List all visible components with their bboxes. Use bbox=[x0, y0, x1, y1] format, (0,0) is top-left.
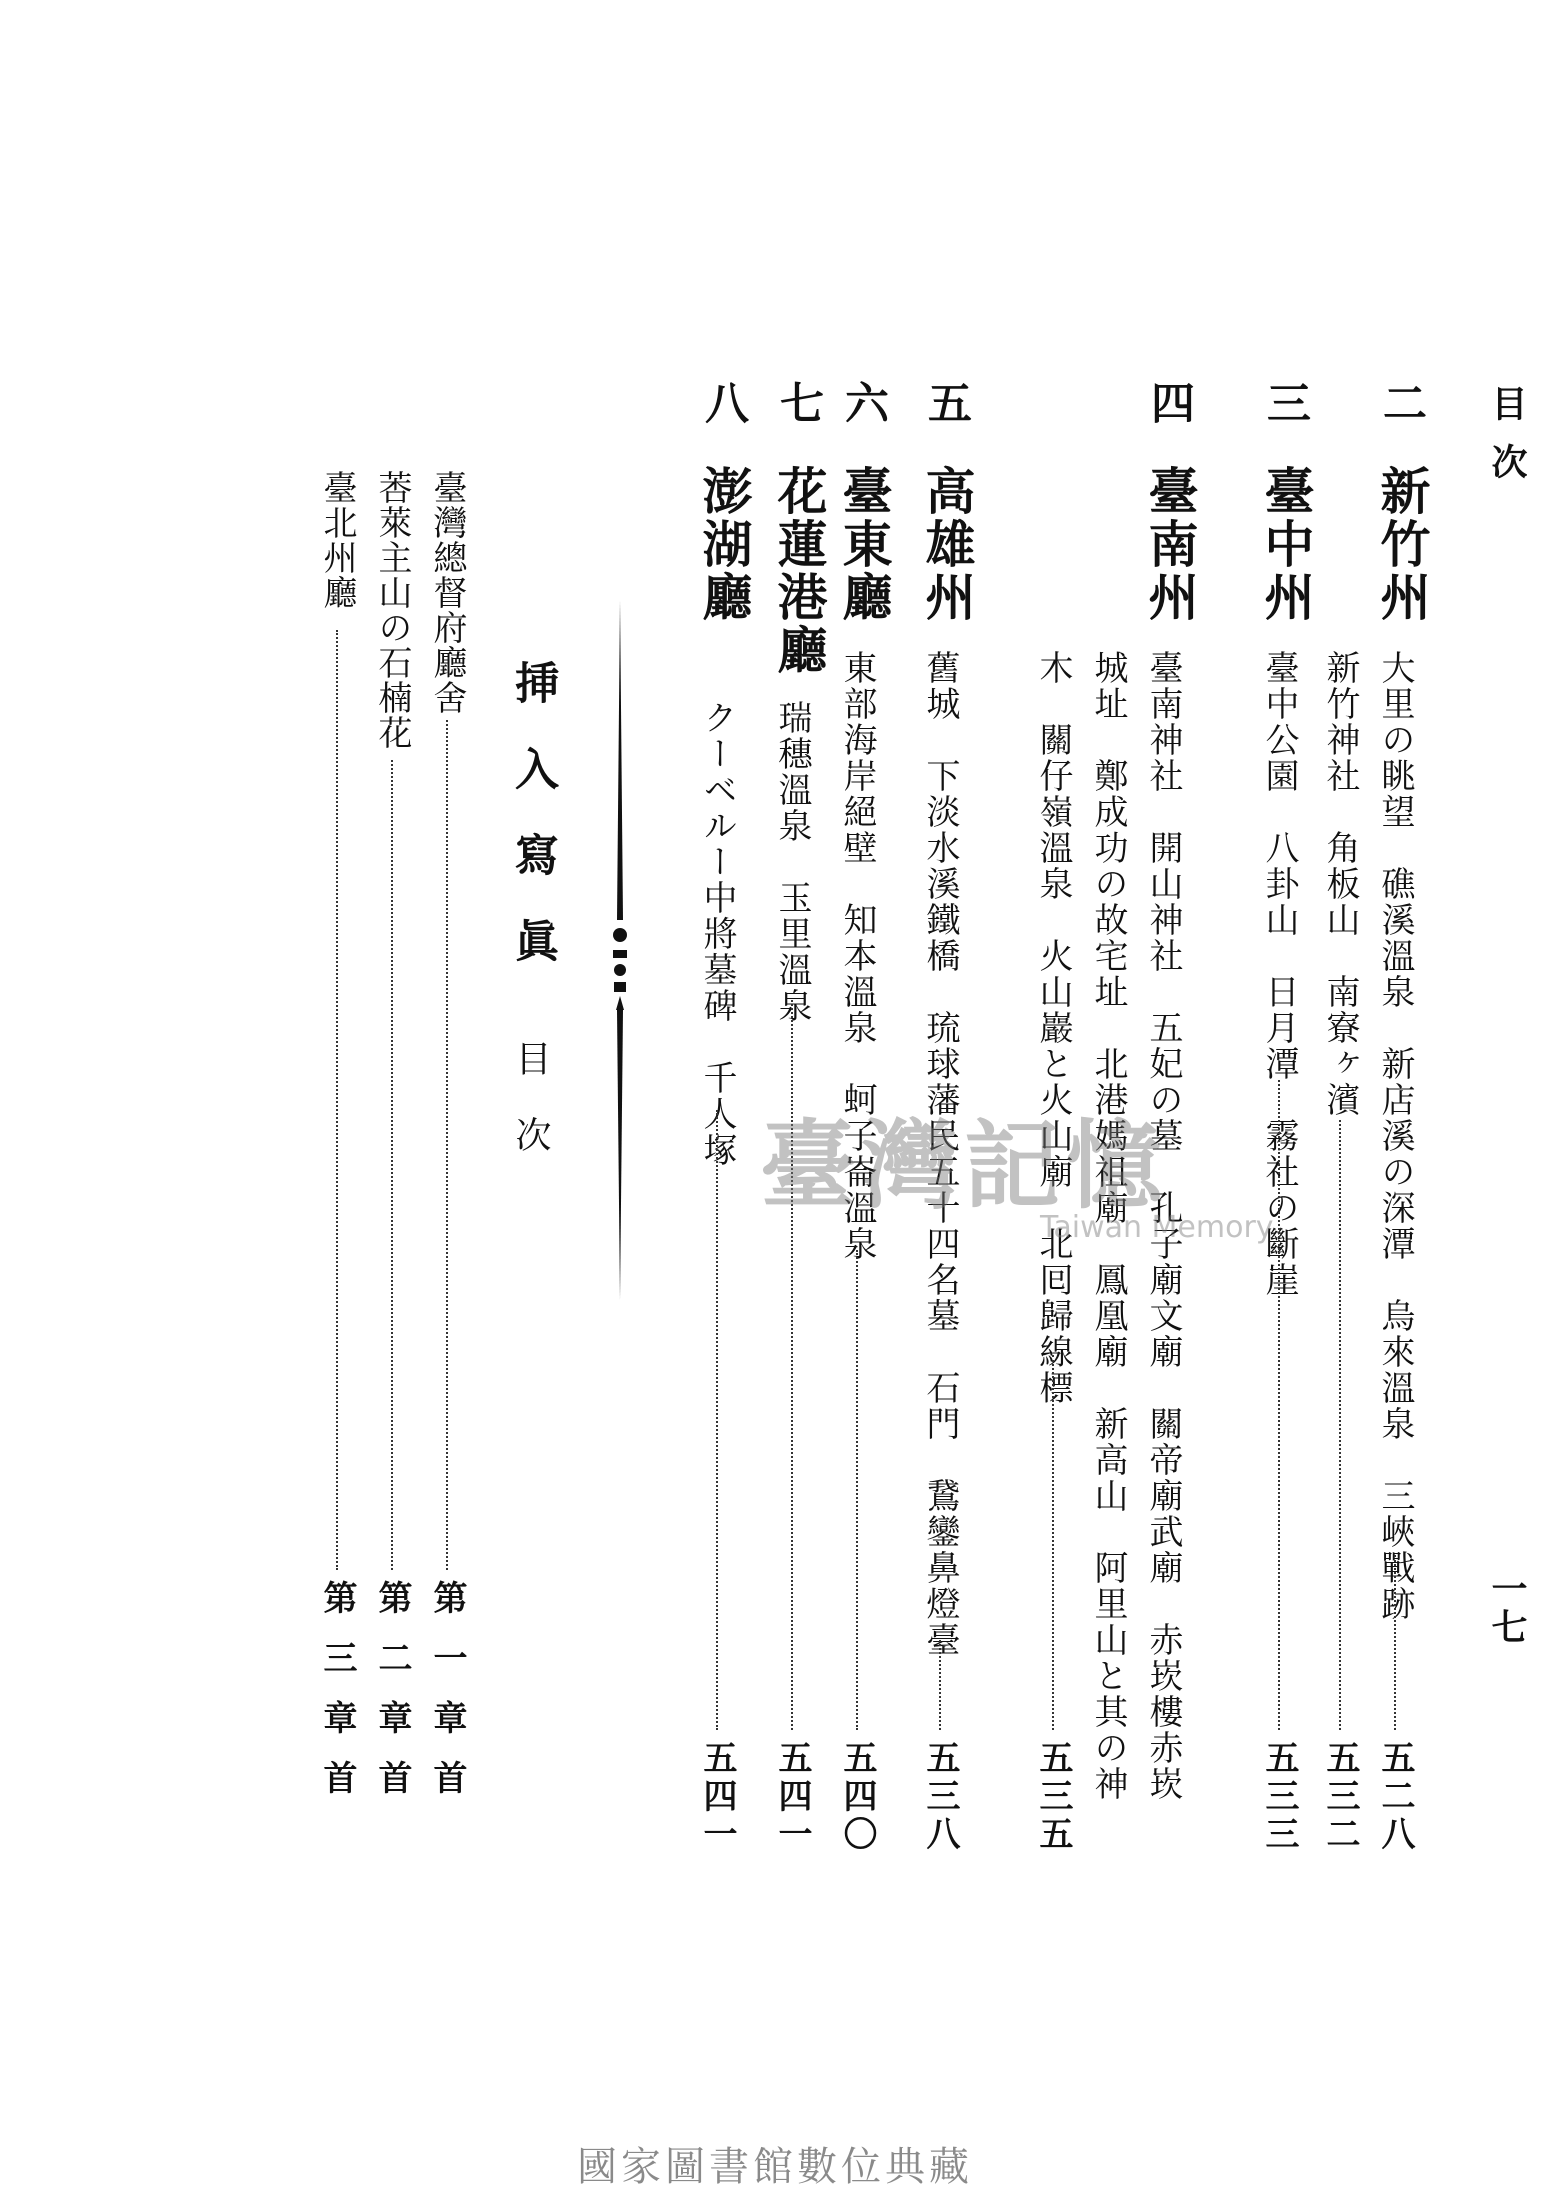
watermark-subtitle: Taiwan Memory bbox=[1040, 1210, 1274, 1245]
illustrations-title: 挿入寫眞 bbox=[507, 660, 558, 1004]
ornamental-divider bbox=[600, 600, 640, 1300]
illustration-position: 第二章首 bbox=[372, 1580, 412, 1820]
chapter-number: 六 bbox=[837, 380, 888, 424]
chapter-title: 臺南州 bbox=[1140, 465, 1199, 624]
chapter-entry: 大里の眺望 礁溪溫泉 新店溪の深潭 烏來溫泉 三峽戰跡 bbox=[1375, 650, 1415, 1622]
page-ref: 五四〇 bbox=[837, 1740, 877, 1854]
dot-leader bbox=[1278, 1080, 1280, 1730]
chapter-title: 臺中州 bbox=[1256, 465, 1315, 624]
chapter-number: 四 bbox=[1143, 380, 1194, 424]
chapter-title: 新竹州 bbox=[1372, 465, 1431, 624]
folio-page-number: 一七 bbox=[1486, 1570, 1527, 1646]
chapter-entry: クーベルー中將墓碑 千人塚 bbox=[697, 700, 737, 1168]
page-ref: 五三八 bbox=[920, 1740, 960, 1854]
dot-leader bbox=[446, 720, 448, 1570]
chapter-entry: 東部海岸絕壁 知本溫泉 蚵子崙溫泉 bbox=[837, 650, 877, 1262]
dot-leader bbox=[1339, 1120, 1341, 1730]
dot-leader bbox=[856, 1250, 858, 1730]
chapter-number: 八 bbox=[697, 380, 748, 424]
chapter-entry: 臺中公園 八卦山 日月潭 霧社の斷崖 bbox=[1259, 650, 1299, 1298]
chapter-entry: 瑞穗溫泉 玉里溫泉 bbox=[772, 700, 812, 1024]
dot-leader bbox=[1052, 1355, 1054, 1730]
running-header: 目次 bbox=[1486, 385, 1527, 501]
page-ref: 五四一 bbox=[697, 1740, 737, 1854]
illustration-caption: 臺北州廳 bbox=[317, 470, 357, 610]
page-ref: 五三三 bbox=[1259, 1740, 1299, 1854]
dot-leader bbox=[336, 630, 338, 1570]
chapter-entry: 城址 鄭成功の故宅址 北港媽祖廟 鳳凰廟 新高山 阿里山と其の神 bbox=[1088, 650, 1128, 1802]
chapter-title: 花蓮港廳 bbox=[769, 465, 828, 677]
dot-leader bbox=[716, 1110, 718, 1730]
chapter-entry: 木 關仔嶺溫泉 火山巖と火山廟 北囘歸線標 bbox=[1033, 650, 1073, 1406]
illustration-position: 第三章首 bbox=[317, 1580, 357, 1820]
page-ref: 五二八 bbox=[1375, 1740, 1415, 1854]
chapter-entry: 臺南神社 開山神社 五妃の墓 孔子廟文廟 關帝廟武廟 赤崁樓赤崁 bbox=[1143, 650, 1183, 1802]
chapter-entry: 舊城 下淡水溪鐵橋 琉球藩民五十四名墓 石門 鵞鑾鼻燈臺 bbox=[920, 650, 960, 1658]
page-ref: 五四一 bbox=[772, 1740, 812, 1854]
dot-leader bbox=[939, 1640, 941, 1730]
chapter-title: 高雄州 bbox=[917, 465, 976, 624]
chapter-entry: 新竹神社 角板山 南寮ヶ濱 bbox=[1320, 650, 1360, 1118]
chapter-number: 五 bbox=[920, 380, 971, 424]
illustrations-subtitle: 目次 bbox=[510, 1040, 551, 1192]
chapter-title: 澎湖廳 bbox=[694, 465, 753, 624]
dot-leader bbox=[1394, 1555, 1396, 1730]
page-ref: 五三二 bbox=[1320, 1740, 1360, 1854]
chapter-number: 三 bbox=[1259, 380, 1310, 424]
dot-leader bbox=[391, 760, 393, 1570]
chapter-title: 臺東廳 bbox=[834, 465, 893, 624]
watermark-logo: 臺灣記憶 bbox=[760, 1109, 1168, 1222]
chapter-number: 二 bbox=[1375, 380, 1426, 424]
illustration-caption: 莕萊主山の石楠花 bbox=[372, 470, 412, 750]
chapter-number: 七 bbox=[772, 380, 823, 424]
page-ref: 五三五 bbox=[1033, 1740, 1073, 1854]
library-footer: 國家圖書館數位典藏 bbox=[577, 2144, 973, 2190]
illustration-position: 第一章首 bbox=[427, 1580, 467, 1820]
illustration-caption: 臺灣總督府廳舍 bbox=[427, 470, 467, 715]
